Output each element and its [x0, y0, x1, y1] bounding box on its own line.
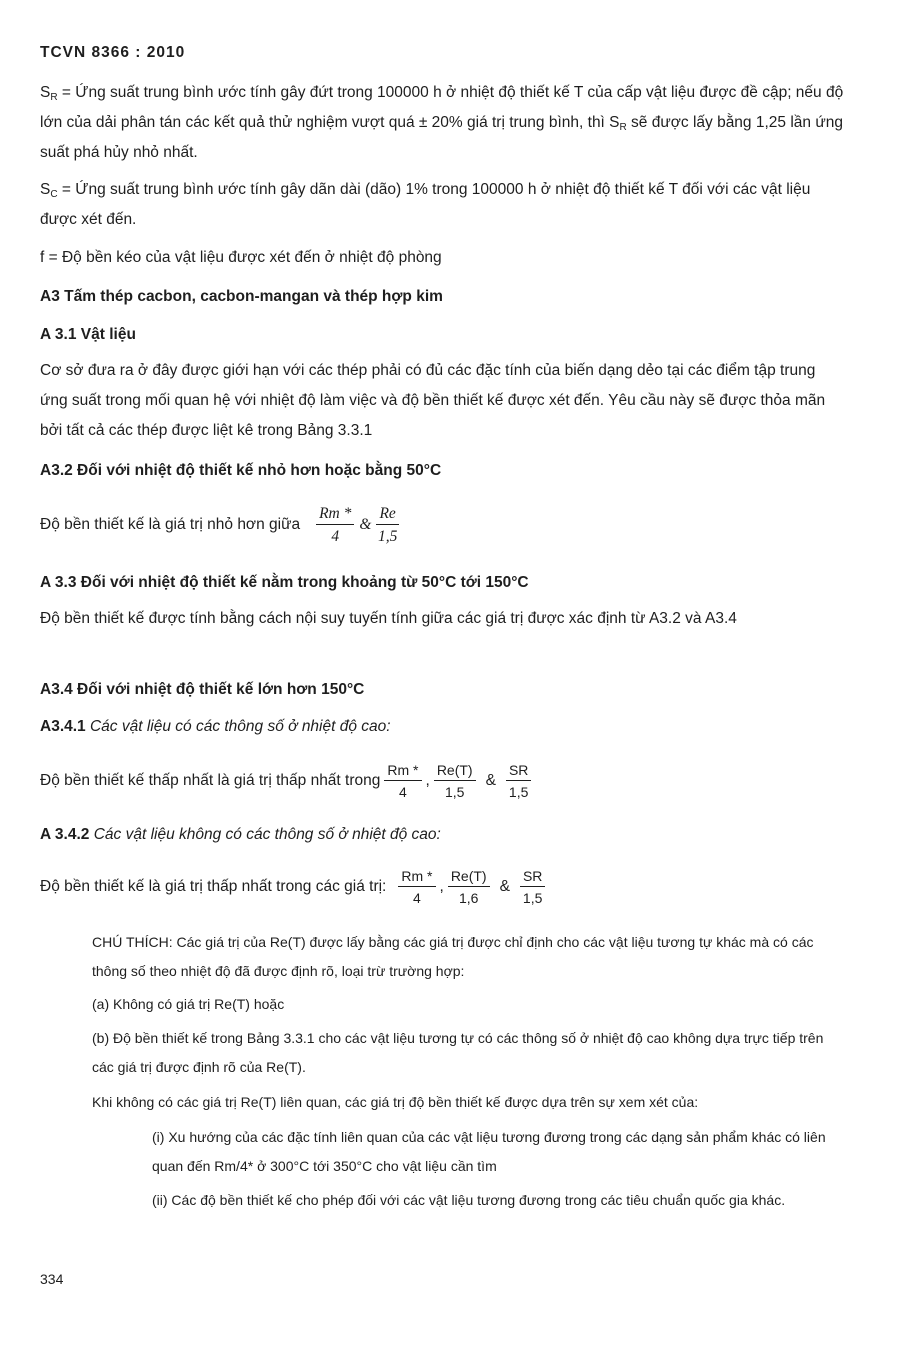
note-paragraph: CHÚ THÍCH: Các giá trị của Re(T) được lấy bằng các giá trị được chỉ định cho các vật liệu tương tự khác mà có các thông số theo nhiệt độ đã được định rõ, loại trừ trường hợp: — [92, 934, 814, 979]
section-a341-title: A3.4.1 Các vật liệu có các thông số ở nhiệt độ cao: — [40, 718, 391, 735]
section-a32-title: A3.2 Đối với nhiệt độ thiết kế nhỏ hơn hoặc bằng 50°C — [40, 462, 442, 479]
fraction-ret-1-6: $\frac{Re(T)}{1,6}$ — [448, 869, 490, 905]
note-item-i: (i) Xu hướng của các đặc tính liên quan của các vật liệu tương đương trong các dạng sản phẩm khác có liên quan đến Rm/4* ở 300°C tới 350°C cho vật liệu cần tìm — [152, 1129, 826, 1174]
note-item-ii: (ii) Các độ bền thiết kế cho phép đối với các vật liệu tương đương trong các tiêu chuẩn quốc gia khác. — [152, 1192, 786, 1208]
section-a341-formula: Độ bền thiết kế thấp nhất là giá trị thấp nhất trong $\frac{Rm *}{4}$ , $\frac{Re(T)}{1,5}$ & $\frac{SR}{1,5}$ — [40, 756, 533, 806]
definition-sc: $S_C$ = Ứng suất trung bình ước tính gây dãn dài (dão) 1% trong 100000 h ở nhiệt độ thiết kế T đối với các vật liệu được xét đến. — [40, 181, 811, 228]
fraction-ret-1-5: $\frac{Re(T)}{1,5}$ — [434, 763, 476, 799]
section-a31-title: A 3.1 Vật liệu — [40, 326, 136, 343]
fraction-sr-1-5: $\frac{SR}{1,5}$ — [520, 869, 545, 905]
page-number: 334 — [40, 1271, 64, 1287]
definition-f: f = Độ bền kéo của vật liệu được xét đến ở nhiệt độ phòng — [40, 249, 442, 266]
section-a32-formula: Độ bền thiết kế là giá trị nhỏ hơn giữa $\frac{Rm *}{4}$ & $\frac{Re}{1,5}$ — [40, 504, 398, 545]
note-item-a: (a) Không có giá trị Re(T) hoặc — [92, 996, 285, 1012]
section-a31-text: Cơ sở đưa ra ở đây được giới hạn với các thép phải có đủ các đặc tính của biến dạng dẻo tại các điểm tập trung ứng suất trong mối quan hệ với nhiệt độ làm việc và độ bền thiết kế được xét đến. Yêu cầu này sẽ được thỏa mãn bởi tất cả các thép được liệt kê trong Bảng 3.3.1 — [40, 362, 826, 439]
document-header: TCVN 8366 : 2010 — [40, 44, 186, 61]
section-a342-formula: Độ bền thiết kế là giá trị thấp nhất trong các giá trị: $\frac{Rm *}{4}$ , $\frac{Re(T)}{1,6}$ & $\frac{SR}{1,5}$ — [40, 862, 547, 912]
fraction-rm-4: $\frac{Rm *}{4}$ — [398, 869, 435, 905]
fraction-rm-4: $\frac{Rm *}{4}$ — [384, 763, 421, 799]
note-paragraph-2: Khi không có các giá trị Re(T) liên quan, các giá trị độ bền thiết kế được dựa trên sự xem xét của: — [92, 1094, 699, 1110]
section-a34-title: A3.4 Đối với nhiệt độ thiết kế lớn hơn 150°C — [40, 681, 365, 698]
note-item-b: (b) Độ bền thiết kế trong Bảng 3.3.1 cho các vật liệu tương tự có các thông số ở nhiệt độ cao không dựa trực tiếp trên các giá trị được định rõ của Re(T). — [92, 1030, 824, 1075]
fraction-rm-4: $\frac{Rm *}{4}$ — [316, 506, 354, 545]
section-a33-title: A 3.3 Đối với nhiệt độ thiết kế nằm trong khoảng từ 50°C tới 150°C — [40, 574, 529, 591]
section-a3-title: A3 Tấm thép cacbon, cacbon-mangan và thép hợp kim — [40, 288, 443, 305]
fraction-re-1-5: $\frac{Re}{1,5}$ — [377, 504, 398, 545]
section-a33-text: Độ bền thiết kế được tính bằng cách nội suy tuyến tính giữa các giá trị được xác định từ A3.2 và A3.4 — [40, 610, 737, 627]
section-a342-title: A 3.4.2 Các vật liệu không có các thông số ở nhiệt độ cao: — [40, 826, 441, 843]
definition-sr: $S_R$ = Ứng suất trung bình ước tính gây đứt trong 100000 h ở nhiệt độ thiết kế T của cấp vật liệu được đề cập; nếu độ lớn của dải phân tán các kết quả thử nghiệm vượt quá ± 20% giá trị trung bình, thì $S_R$ sẽ được lấy bằng 1,25 lần ứng suất phá hủy nhỏ nhất. — [40, 84, 844, 161]
fraction-sr-1-5: $\frac{SR}{1,5}$ — [506, 763, 531, 799]
